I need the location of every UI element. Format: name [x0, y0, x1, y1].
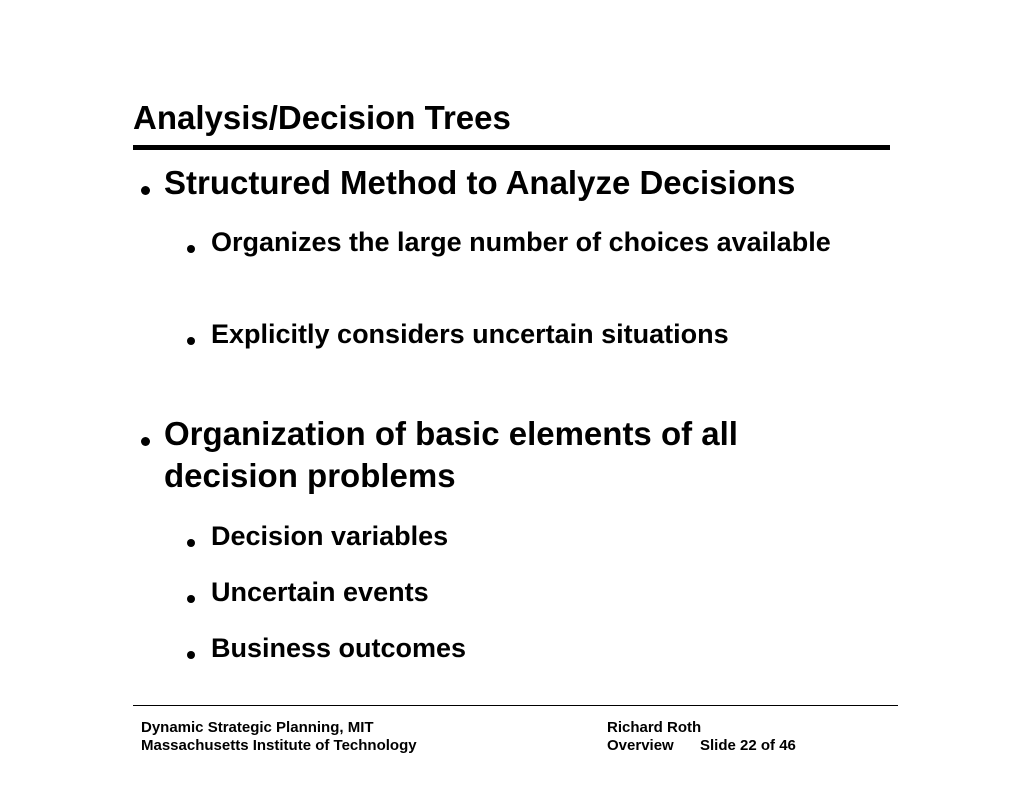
footer-section: Overview: [607, 737, 674, 754]
bullet-dot-icon: [187, 539, 195, 547]
sub-bullet-text: Organizes the large number of choices available: [211, 227, 831, 257]
slide-title: Analysis/Decision Trees: [133, 99, 511, 136]
footer-author: Richard Roth: [607, 719, 702, 736]
sub-bullet-text: Decision variables: [211, 521, 449, 551]
bullet-text: Structured Method to Analyze Decisions: [164, 164, 796, 201]
footer-course: Dynamic Strategic Planning, MIT: [141, 719, 374, 736]
sub-bullet-organizes-choices: [211, 224, 851, 261]
bullet-dot-icon: [187, 651, 195, 659]
sub-bullet-business-outcomes: [211, 630, 851, 667]
footer-slide-number: Slide 22 of 46: [700, 737, 796, 754]
sub-bullet-decision-variables: [211, 518, 851, 555]
footer-institution: Massachusetts Institute of Technology: [141, 737, 417, 754]
sub-bullet-uncertain-situations: [211, 316, 851, 353]
bullet-structured-method: [164, 162, 884, 204]
title-underline: [133, 145, 890, 150]
sub-bullet-text: Business outcomes: [211, 633, 467, 663]
bullet-dot-icon: [141, 186, 150, 195]
bullet-dot-icon: [187, 245, 195, 253]
bullet-text: Organization of basic elements of all decision problems: [164, 415, 738, 494]
footer-divider: [133, 705, 898, 706]
sub-bullet-text: Explicitly considers uncertain situations: [211, 319, 729, 349]
bullet-dot-icon: [141, 437, 150, 446]
bullet-dot-icon: [187, 337, 195, 345]
sub-bullet-text: Uncertain events: [211, 577, 429, 607]
bullet-dot-icon: [187, 595, 195, 603]
sub-bullet-uncertain-events: [211, 574, 851, 611]
bullet-organization-elements: [164, 413, 814, 497]
